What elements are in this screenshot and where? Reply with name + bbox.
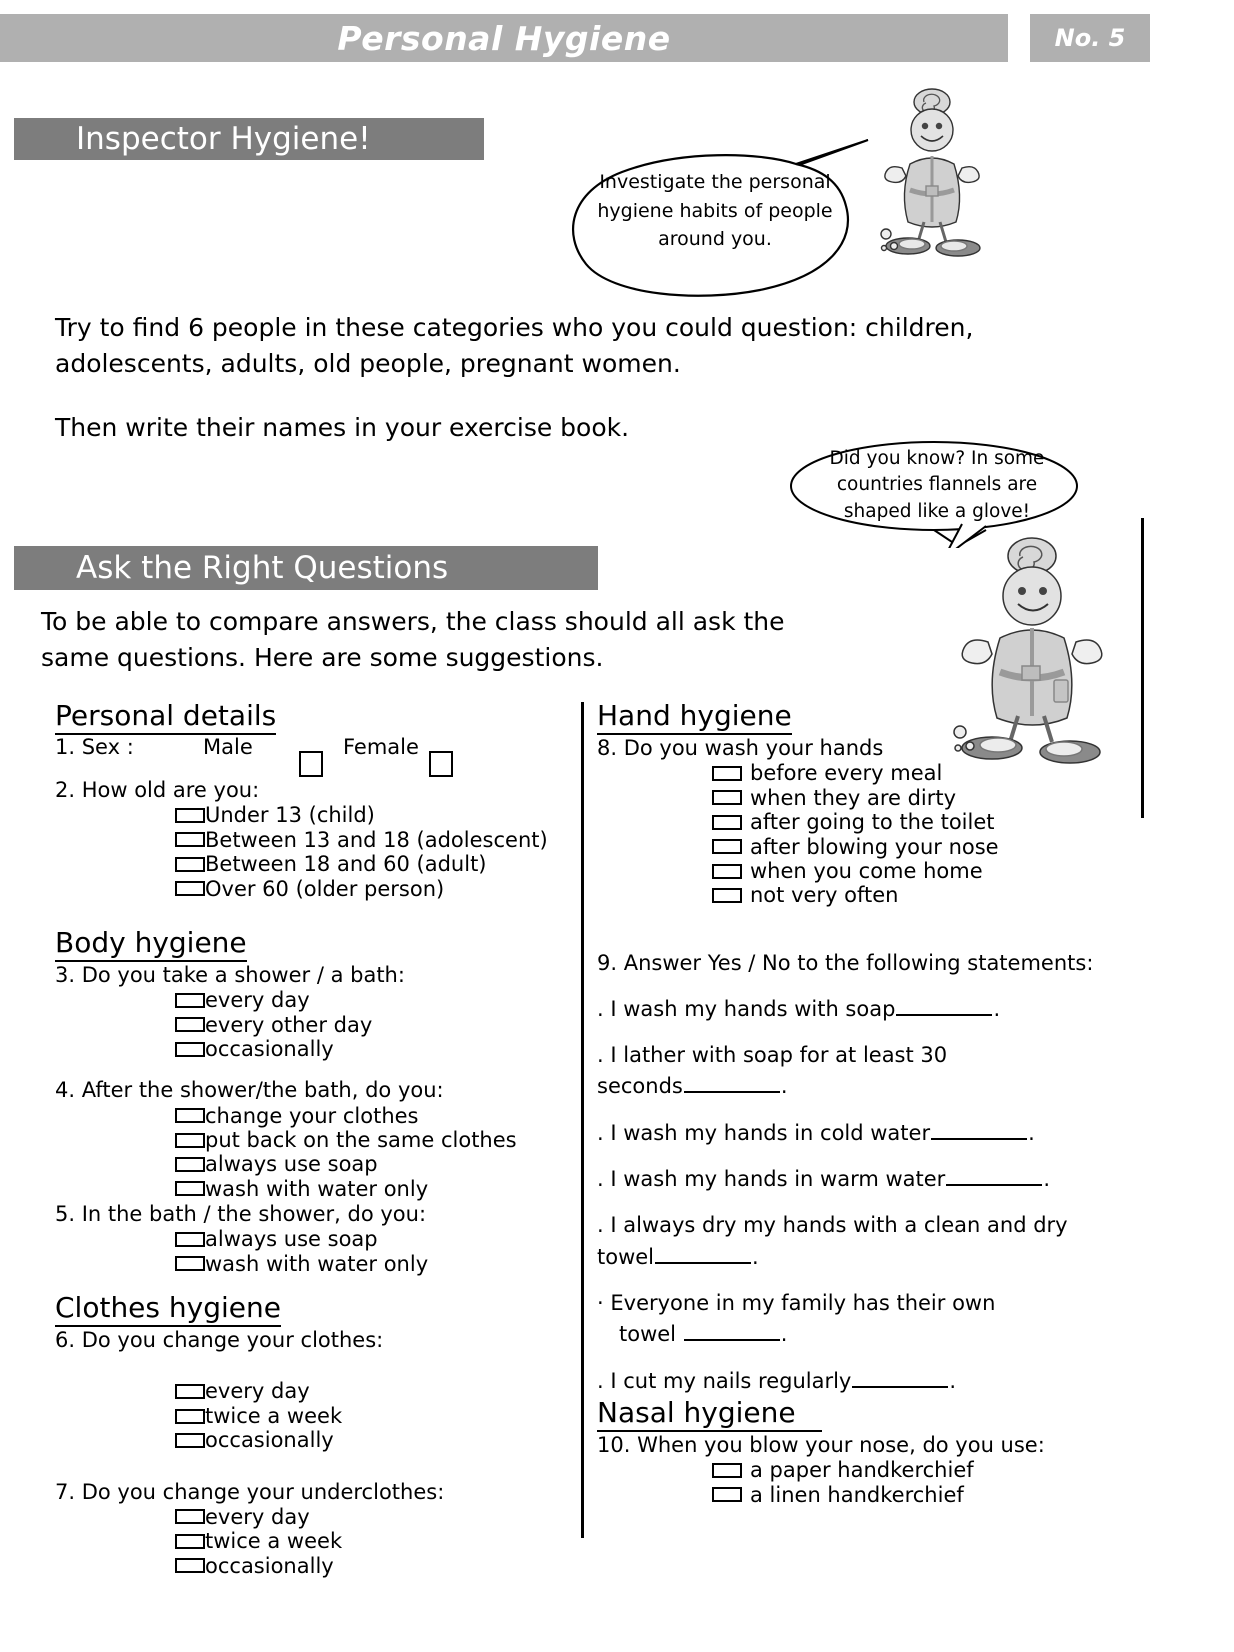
option-label-male: Male bbox=[203, 735, 253, 760]
statement-period: . bbox=[780, 1322, 788, 1347]
checkbox-q5-always-use-soap[interactable] bbox=[175, 1232, 205, 1247]
statement-bullet: . bbox=[597, 1043, 604, 1068]
statement-bullet: . bbox=[597, 1368, 604, 1393]
answer-blank[interactable] bbox=[852, 1373, 948, 1388]
option-row[interactable] bbox=[712, 810, 1157, 834]
question-3-label: 3. Do you take a shower / a bath: bbox=[55, 963, 405, 988]
checkbox-put-back-same-clothes[interactable] bbox=[175, 1133, 205, 1148]
banner-label-ask: Ask the Right Questions bbox=[76, 550, 449, 586]
option-label: wash with water only bbox=[205, 1251, 429, 1276]
checkbox-between-18-60[interactable] bbox=[175, 857, 205, 872]
checkbox-shower-every-day[interactable] bbox=[175, 993, 205, 1008]
statement-period: . bbox=[949, 1368, 957, 1393]
option-row[interactable] bbox=[175, 803, 575, 827]
question-6-options bbox=[175, 1379, 575, 1452]
statement-text: I lather with soap for at least 30 bbox=[610, 1043, 948, 1068]
checkbox-underclothes-occasionally[interactable] bbox=[175, 1558, 205, 1573]
checkbox-underclothes-every-day[interactable] bbox=[175, 1509, 205, 1524]
checkbox-q5-wash-water-only[interactable] bbox=[175, 1256, 205, 1271]
option-row[interactable] bbox=[175, 1554, 575, 1578]
option-label: every day bbox=[205, 1504, 310, 1529]
checkbox-shower-occasionally[interactable] bbox=[175, 1042, 205, 1057]
question-8-options bbox=[712, 761, 1157, 907]
checkbox-when-they-are-dirty[interactable] bbox=[712, 790, 742, 805]
option-row[interactable] bbox=[712, 883, 1157, 907]
option-label: after going to the toilet bbox=[750, 810, 995, 835]
answer-blank[interactable] bbox=[684, 1326, 780, 1341]
option-row[interactable] bbox=[175, 1227, 575, 1251]
worksheet-number: No. 5 bbox=[1054, 24, 1126, 52]
statement-cold-water bbox=[597, 1120, 1157, 1147]
statement-bullet: . bbox=[597, 996, 604, 1021]
answer-blank[interactable] bbox=[931, 1125, 1027, 1140]
statement-period: . bbox=[1028, 1120, 1035, 1145]
option-label: Under 13 (child) bbox=[205, 803, 375, 828]
statement-period: . bbox=[752, 1244, 759, 1269]
checkbox-over-60[interactable] bbox=[175, 881, 205, 896]
right-question-column bbox=[597, 700, 1157, 1507]
option-label: Between 18 and 60 (adult) bbox=[205, 852, 487, 877]
question-10-options bbox=[712, 1458, 1157, 1507]
checkbox-after-going-to-the-toilet[interactable] bbox=[712, 815, 742, 830]
option-row[interactable] bbox=[175, 877, 575, 901]
question-7-options bbox=[175, 1505, 575, 1578]
question-8-label: 8. Do you wash your hands bbox=[597, 736, 884, 761]
option-row[interactable] bbox=[712, 859, 1157, 883]
question-1-sex bbox=[55, 735, 575, 777]
answer-blank[interactable] bbox=[896, 1001, 992, 1016]
option-row[interactable] bbox=[712, 835, 1157, 859]
question-3-options bbox=[175, 988, 575, 1061]
answer-blank[interactable] bbox=[946, 1171, 1042, 1186]
option-label: every day bbox=[205, 988, 310, 1013]
option-label: always use soap bbox=[205, 1227, 378, 1252]
option-label: every other day bbox=[205, 1012, 373, 1037]
checkbox-not-very-often[interactable] bbox=[712, 888, 742, 903]
statement-period: . bbox=[1043, 1167, 1050, 1192]
question-2-label: 2. How old are you: bbox=[55, 778, 260, 803]
option-label: after blowing your nose bbox=[750, 834, 999, 859]
statement-text: I wash my hands with soap bbox=[610, 996, 896, 1021]
option-label: not very often bbox=[750, 883, 899, 908]
statement-text: I cut my nails regularly bbox=[610, 1368, 852, 1393]
checkbox-clothes-occasionally[interactable] bbox=[175, 1433, 205, 1448]
heading-nasal-hygiene: Nasal hygiene bbox=[597, 1397, 822, 1432]
option-row[interactable] bbox=[175, 1177, 575, 1201]
checkbox-clothes-twice-a-week[interactable] bbox=[175, 1409, 205, 1424]
checkbox-between-13-18[interactable] bbox=[175, 832, 205, 847]
question-4-label: 4. After the shower/the bath, do you: bbox=[55, 1078, 444, 1103]
statement-cut-nails-regularly bbox=[597, 1368, 1157, 1395]
checkbox-linen-handkerchief[interactable] bbox=[712, 1487, 742, 1502]
option-label: twice a week bbox=[205, 1403, 343, 1428]
option-label: before every meal bbox=[750, 761, 943, 786]
speech-bubble-investigate-text: Investigate the personal hygiene habits of people around you. bbox=[597, 171, 833, 250]
question-2-options bbox=[175, 803, 575, 900]
option-row[interactable] bbox=[712, 761, 1157, 785]
question-4-options bbox=[175, 1104, 575, 1201]
option-label: Over 60 (older person) bbox=[205, 876, 445, 901]
heading-hand-hygiene: Hand hygiene bbox=[597, 700, 792, 735]
statement-text-cont: towel bbox=[619, 1322, 683, 1347]
statement-family-own-towel-line1 bbox=[597, 1290, 1157, 1317]
option-row[interactable] bbox=[712, 786, 1157, 810]
checkbox-q4-wash-water-only[interactable] bbox=[175, 1181, 205, 1196]
question-5-options bbox=[175, 1227, 575, 1276]
statement-text: Everyone in my family has their own bbox=[610, 1290, 996, 1315]
statement-lather-30-seconds-line2 bbox=[597, 1073, 1157, 1100]
checkbox-after-blowing-your-nose[interactable] bbox=[712, 839, 742, 854]
title-bar bbox=[0, 14, 1008, 62]
page-header bbox=[0, 14, 1234, 62]
statement-bullet: . bbox=[597, 1120, 604, 1145]
statement-text: I wash my hands in cold water bbox=[610, 1120, 931, 1145]
option-row[interactable] bbox=[175, 1505, 575, 1529]
option-row[interactable] bbox=[175, 852, 575, 876]
section-banner-inspector-hygiene bbox=[14, 118, 484, 160]
question-10-label: 10. When you blow your nose, do you use: bbox=[597, 1433, 1045, 1458]
statement-bullet: · bbox=[597, 1290, 604, 1315]
statement-family-own-towel-line2 bbox=[597, 1321, 1157, 1348]
answer-blank[interactable] bbox=[684, 1078, 780, 1093]
page-title: Personal Hygiene bbox=[337, 18, 671, 58]
option-label: occasionally bbox=[205, 1428, 334, 1453]
option-row[interactable] bbox=[175, 1428, 575, 1452]
option-label: occasionally bbox=[205, 1037, 334, 1062]
worksheet-number-box bbox=[1030, 14, 1150, 62]
checkbox-change-your-clothes[interactable] bbox=[175, 1108, 205, 1123]
left-question-column bbox=[55, 700, 575, 1578]
instruction-compare-answers: To be able to compare answers, the class should all ask the same questions. Here are some suggestions. bbox=[41, 607, 785, 673]
checkbox-under-13[interactable] bbox=[175, 808, 205, 823]
statement-period: . bbox=[780, 1074, 788, 1099]
option-row[interactable] bbox=[175, 1013, 575, 1037]
statement-text-cont: seconds bbox=[597, 1074, 683, 1099]
option-label: twice a week bbox=[205, 1529, 343, 1554]
option-row[interactable] bbox=[175, 1252, 575, 1276]
question-7-label: 7. Do you change your underclothes: bbox=[55, 1479, 445, 1504]
answer-blank[interactable] bbox=[655, 1249, 751, 1264]
question-6-label: 6. Do you change your clothes: bbox=[55, 1328, 384, 1353]
option-label: when they are dirty bbox=[750, 785, 957, 810]
heading-body-hygiene: Body hygiene bbox=[55, 927, 247, 962]
checkbox-paper-handkerchief[interactable] bbox=[712, 1463, 742, 1478]
option-label: change your clothes bbox=[205, 1103, 419, 1128]
checkbox-male[interactable] bbox=[299, 751, 323, 777]
option-label: occasionally bbox=[205, 1553, 334, 1578]
statement-period: . bbox=[993, 996, 1001, 1021]
option-label: every day bbox=[205, 1379, 310, 1404]
question-1-label: 1. Sex : bbox=[55, 735, 134, 760]
hygiene-mascot-character-top bbox=[866, 86, 996, 266]
option-label: a linen handkerchief bbox=[750, 1482, 964, 1507]
question-9-label: 9. Answer Yes / No to the following statements: bbox=[597, 950, 1094, 975]
checkbox-when-you-come-home[interactable] bbox=[712, 864, 742, 879]
option-label: wash with water only bbox=[205, 1176, 429, 1201]
statement-warm-water bbox=[597, 1166, 1157, 1193]
option-row[interactable] bbox=[175, 1379, 575, 1403]
instruction-write-names: Then write their names in your exercise book. bbox=[55, 413, 630, 442]
checkbox-q4-always-use-soap[interactable] bbox=[175, 1157, 205, 1172]
column-divider bbox=[581, 702, 584, 1538]
section-banner-ask-right-questions bbox=[14, 546, 598, 590]
statement-wash-hands-with-soap bbox=[597, 996, 1157, 1023]
option-row[interactable] bbox=[175, 988, 575, 1012]
statement-dry-hands-line1 bbox=[597, 1212, 1157, 1239]
banner-label-inspector: Inspector Hygiene! bbox=[76, 121, 371, 157]
statement-text-cont: towel bbox=[597, 1244, 655, 1269]
heading-personal-details: Personal details bbox=[55, 700, 276, 735]
speech-bubble-did-you-know-text: Did you know? In some countries flannels are shaped like a glove! bbox=[829, 448, 1045, 522]
option-label-female: Female bbox=[343, 735, 419, 760]
statement-bullet: . bbox=[597, 1167, 604, 1192]
option-row[interactable] bbox=[175, 1529, 575, 1553]
statement-dry-hands-line2 bbox=[597, 1244, 1157, 1271]
option-label: always use soap bbox=[205, 1152, 378, 1177]
checkbox-female[interactable] bbox=[429, 751, 453, 777]
mascot-illustration bbox=[866, 86, 996, 266]
heading-clothes-hygiene: Clothes hygiene bbox=[55, 1292, 281, 1327]
option-row[interactable] bbox=[175, 1128, 575, 1152]
checkbox-before-every-meal[interactable] bbox=[712, 766, 742, 781]
question-5-label: 5. In the bath / the shower, do you: bbox=[55, 1202, 427, 1227]
option-row[interactable] bbox=[175, 1104, 575, 1128]
option-row[interactable] bbox=[712, 1483, 1157, 1507]
option-label: Between 13 and 18 (adolescent) bbox=[205, 827, 548, 852]
option-label: when you come home bbox=[750, 858, 983, 883]
option-row[interactable] bbox=[175, 828, 575, 852]
option-row[interactable] bbox=[175, 1152, 575, 1176]
checkbox-underclothes-twice-a-week[interactable] bbox=[175, 1534, 205, 1549]
option-label: put back on the same clothes bbox=[205, 1128, 517, 1152]
statement-text: I wash my hands in warm water bbox=[610, 1167, 946, 1192]
option-row[interactable] bbox=[175, 1037, 575, 1061]
statement-text: I always dry my hands with a clean and dry bbox=[610, 1213, 1068, 1238]
checkbox-shower-every-other-day[interactable] bbox=[175, 1017, 205, 1032]
statement-bullet: . bbox=[597, 1213, 604, 1238]
option-row[interactable] bbox=[712, 1458, 1157, 1482]
option-label: a paper handkerchief bbox=[750, 1458, 974, 1483]
statement-lather-30-seconds-line1 bbox=[597, 1042, 1157, 1069]
instruction-find-people: Try to find 6 people in these categories who you could question: children, adolescents, adults, old people, pregnant women. bbox=[55, 313, 974, 378]
checkbox-clothes-every-day[interactable] bbox=[175, 1384, 205, 1399]
option-row[interactable] bbox=[175, 1404, 575, 1428]
